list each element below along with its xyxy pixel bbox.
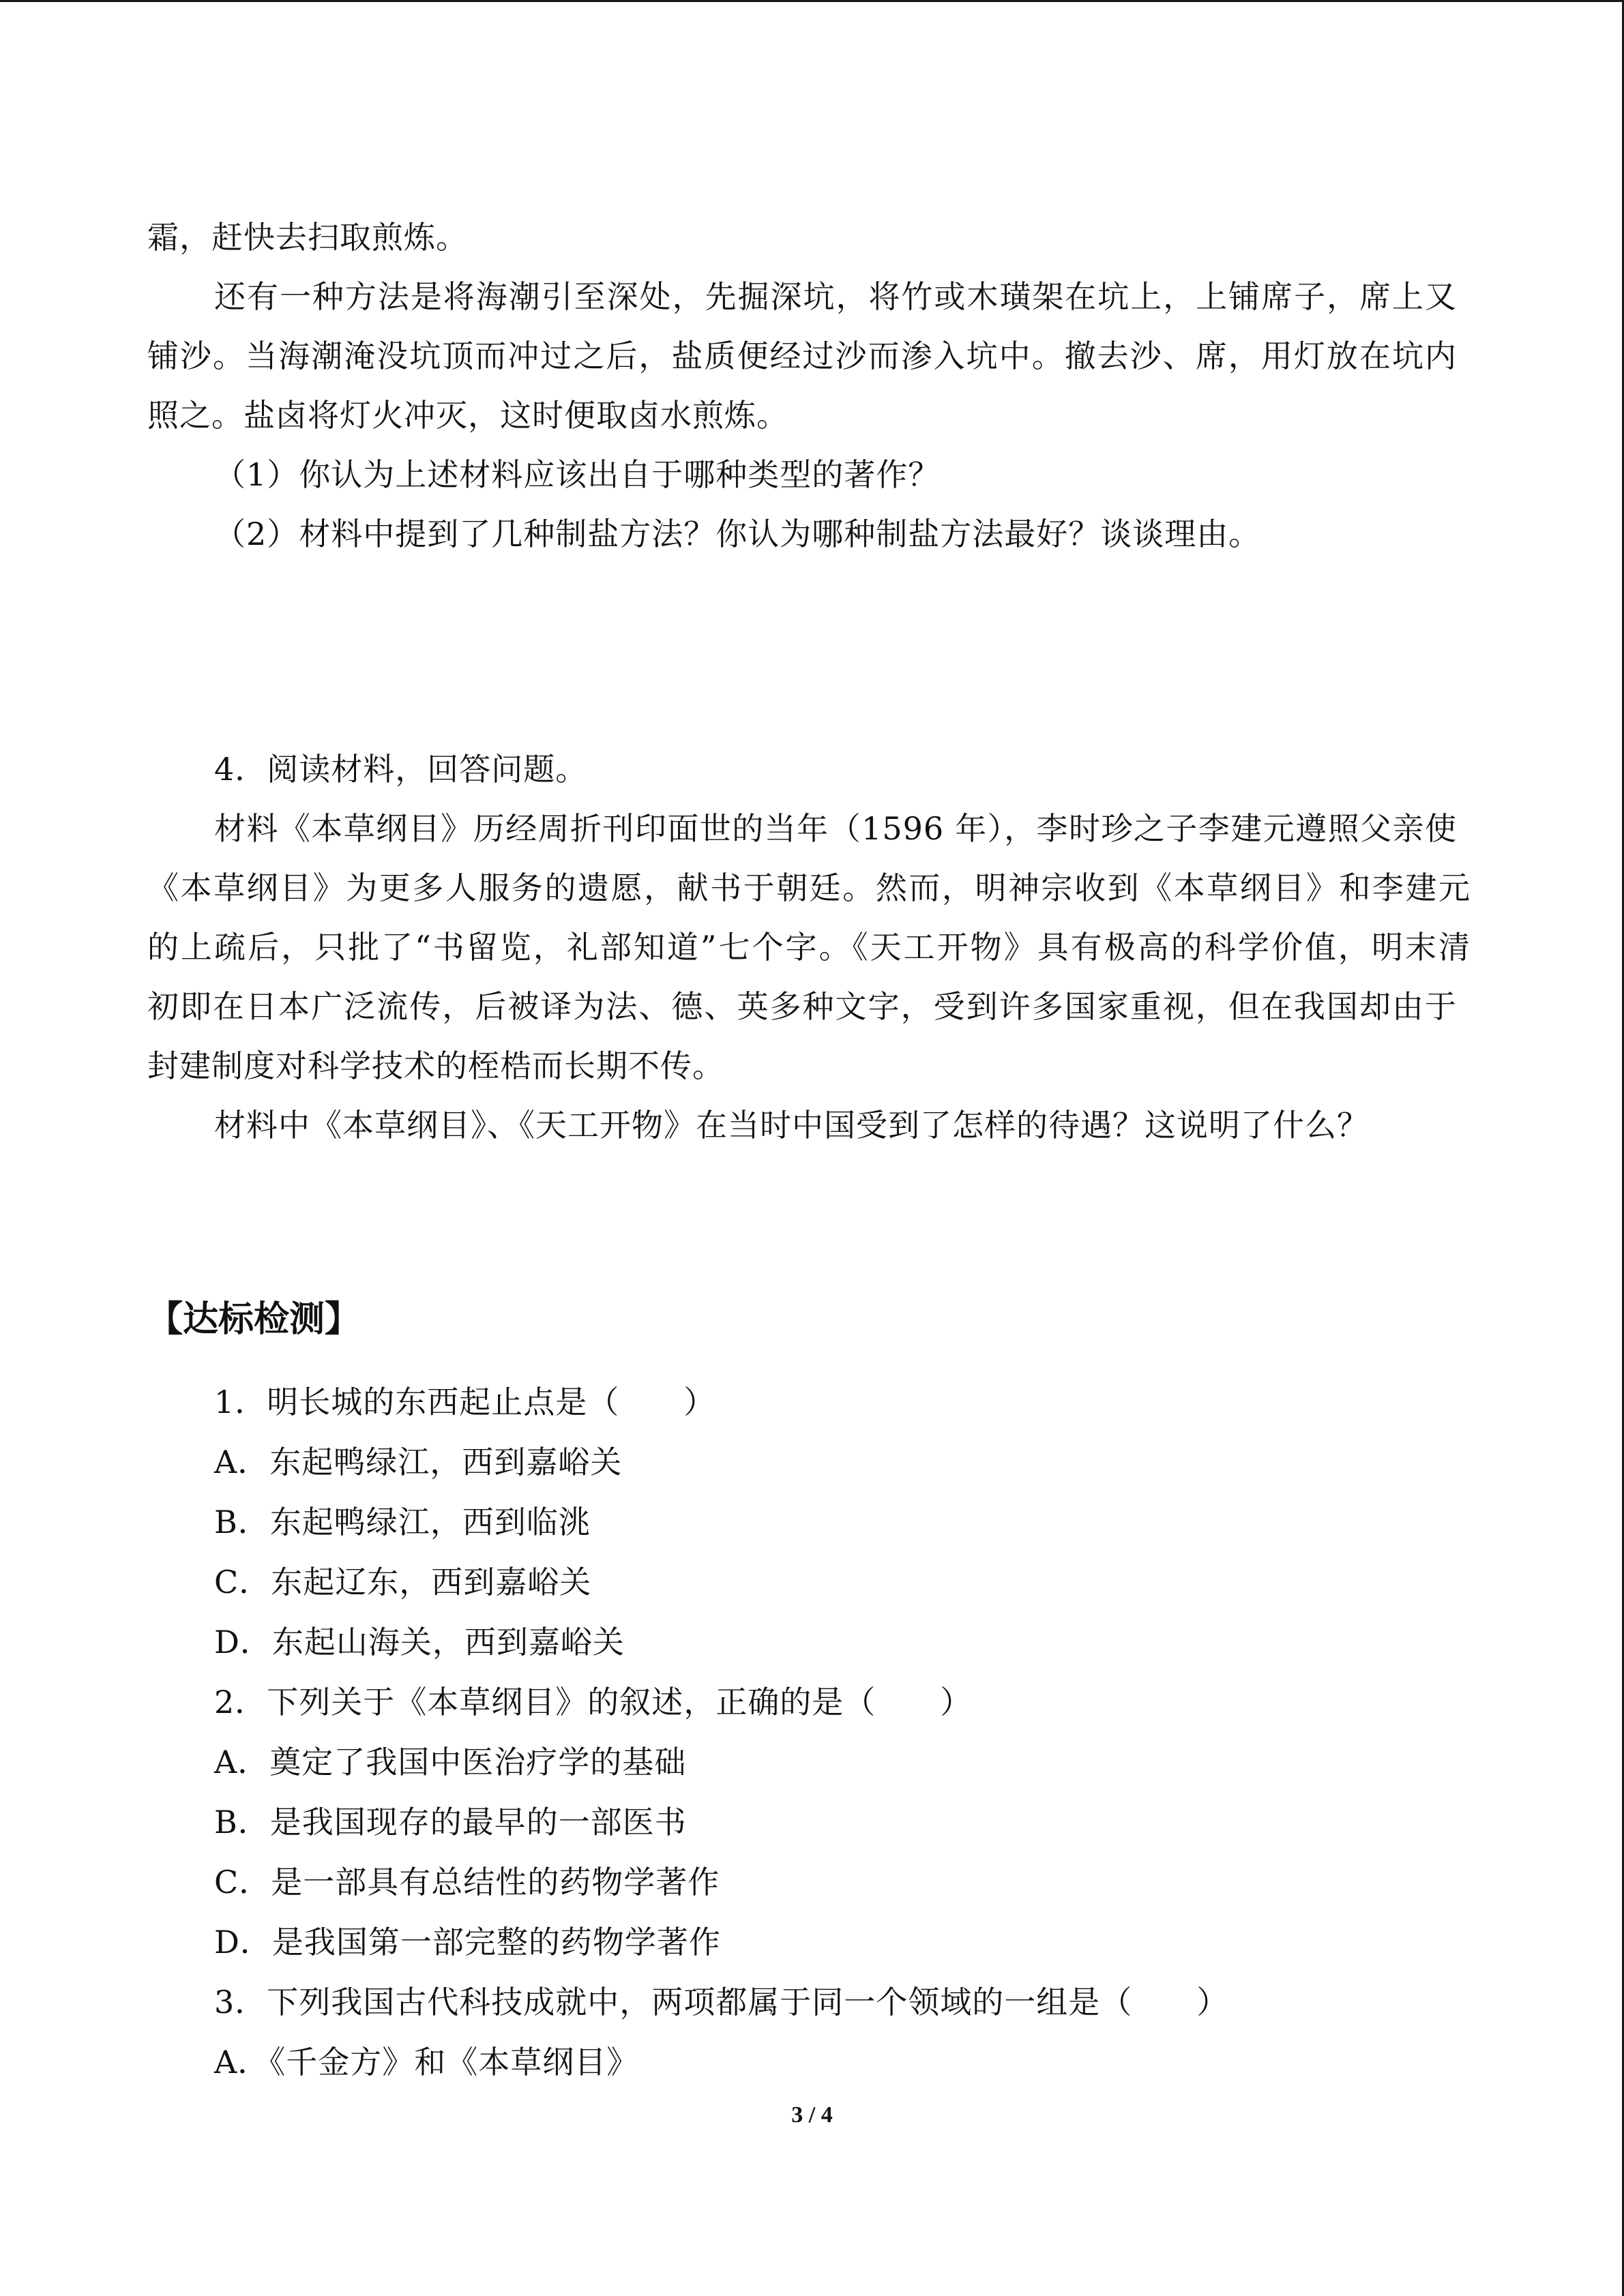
question-4-material-line-4: 初即在日本广泛流传，后被译为法、德、英多种文字，受到许多国家重视，但在我国却由于 (147, 988, 1457, 1025)
mcq-1-option-b: B．东起鸭绿江，西到临洮 (214, 1504, 591, 1540)
mcq-2-option-d: D．是我国第一部完整的药物学著作 (214, 1924, 721, 1960)
mcq-1-option-c: C．东起辽东，西到嘉峪关 (214, 1564, 592, 1600)
mcq-1-option-d: D．东起山海关，西到嘉峪关 (214, 1624, 625, 1660)
page-border-top (0, 0, 1624, 2)
question-4-question: 材料中《本草纲目》、《天工开物》在当时中国受到了怎样的待遇？这说明了什么？ (214, 1107, 1369, 1144)
question-4-heading: 4．阅读材料，回答问题。 (214, 751, 588, 788)
material-3-paragraph-2-line-1: 还有一种方法是将海潮引至深处，先掘深坑，将竹或木璜架在坑上，上铺席子，席上又 (214, 278, 1457, 315)
question-4-material-line-1: 材料《本草纲目》历经周折刊印面世的当年（1596 年），李时珍之子李建元遵照父亲使 (214, 810, 1457, 847)
mcq-1-option-a: A．东起鸭绿江，西到嘉峪关 (214, 1444, 623, 1480)
mcq-3-option-a: A．《千金方》和《本草纲目》 (214, 2044, 639, 2081)
material-3-paragraph-2-line-3: 照之。盐卤将灯火冲灭，这时便取卤水煎炼。 (147, 397, 788, 434)
material-3-question-1: （1）你认为上述材料应该出自于哪种类型的著作？ (214, 456, 941, 493)
section-title: 【达标检测】 (147, 1299, 361, 1340)
material-3-question-2: （2）材料中提到了几种制盐方法？你认为哪种制盐方法最好？谈谈理由。 (214, 516, 1261, 552)
mcq-2-option-a: A．奠定了我国中医治疗学的基础 (214, 1744, 687, 1780)
mcq-3-stem: 3．下列我国古代科技成就中，两项都属于同一个领域的一组是（ ） (214, 1984, 1229, 2021)
material-3-line-1: 霜，赶快去扫取煎炼。 (147, 219, 468, 256)
question-4-material-line-2: 《本草纲目》为更多人服务的遗愿，献书于朝廷。然而，明神宗收到《本草纲目》和李建元 (147, 869, 1471, 906)
question-4-material-line-3: 的上疏后，只批了“书留览，礼部知道”七个字。《天工开物》具有极高的科学价值，明末清 (147, 929, 1471, 966)
page-number: 3 / 4 (791, 2102, 833, 2128)
mcq-2-stem: 2．下列关于《本草纲目》的叙述，正确的是（ ） (214, 1684, 973, 1720)
material-3-paragraph-2-line-2: 铺沙。当海潮淹没坑顶而冲过之后，盐质便经过沙而渗入坑中。撤去沙、席，用灯放在坑内 (147, 338, 1457, 374)
mcq-1-stem: 1．明长城的东西起止点是（ ） (214, 1384, 716, 1420)
mcq-2-option-c: C．是一部具有总结性的药物学著作 (214, 1864, 720, 1900)
mcq-2-option-b: B．是我国现存的最早的一部医书 (214, 1804, 687, 1840)
question-4-material-line-5: 封建制度对科学技术的桎梏而长期不传。 (147, 1047, 724, 1084)
